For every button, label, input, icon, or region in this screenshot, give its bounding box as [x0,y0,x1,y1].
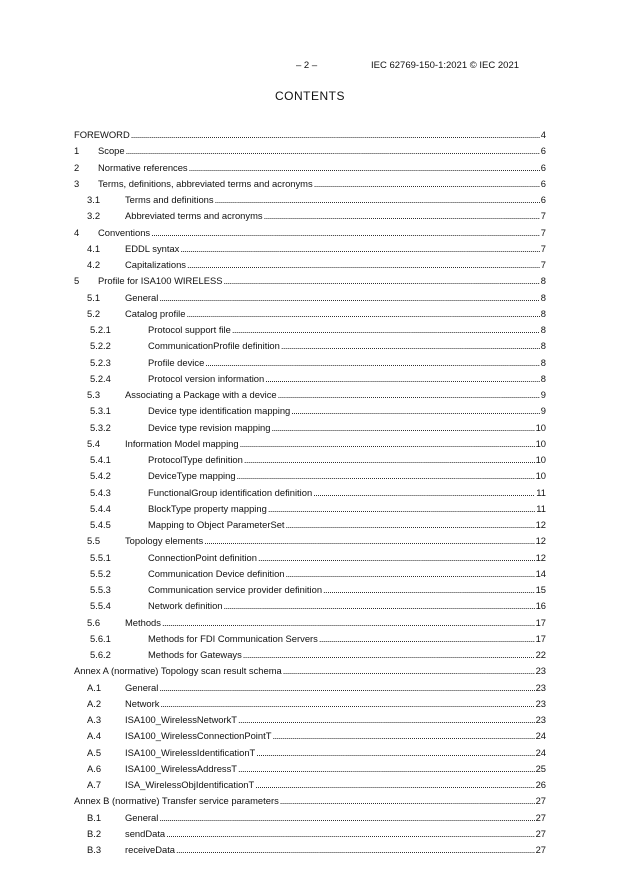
toc-entry[interactable] [74,680,546,696]
toc-entry-label: DeviceType mapping [148,470,236,482]
toc-entry-label: Information Model mapping [125,437,239,449]
toc-entry-label: ProtocolType definition [148,454,243,465]
toc-entry-label: sendData [125,827,166,839]
toc-dot-leader [131,127,540,143]
toc-dot-leader [187,257,540,273]
toc-entry-page: 24 [535,730,546,742]
page-header [0,60,620,74]
toc-dot-leader [268,501,535,517]
toc-entry[interactable] [74,745,546,761]
toc-entry-label: Catalog profile [125,307,186,319]
toc-entry-page: 6 [540,177,546,189]
toc-entry-number: B.2 [87,827,102,839]
toc-entry-label: General [125,811,159,823]
toc-entry[interactable] [74,566,546,582]
toc-entry[interactable] [74,355,546,371]
toc-dot-leader [280,793,535,809]
toc-dot-leader [176,842,535,858]
toc-entry-label: BlockType property mapping [148,502,267,514]
toc-dot-leader [286,517,535,533]
toc-dot-leader [162,615,535,631]
toc-dot-leader [232,322,540,338]
toc-dot-leader [126,143,540,159]
toc-entry-number: B.3 [87,844,102,855]
toc-entry-label: Scope [98,145,125,157]
toc-entry-number: 5.6.1 [90,632,111,644]
toc-entry-page: 7 [540,259,546,270]
toc-entry-page: 8 [540,372,546,384]
toc-entry-number: 5.3.1 [90,405,111,417]
toc-entry-number: 2 [74,161,80,173]
toc-entry[interactable] [74,501,546,517]
toc-entry[interactable] [74,826,546,842]
toc-entry-number: 4.2 [87,259,101,270]
toc-entry-number: 5.5.4 [90,600,111,612]
toc-dot-leader [264,208,540,224]
toc-dot-leader [286,566,535,582]
toc-entry-page: 14 [535,567,546,579]
toc-entry-label: Abbreviated terms and acronyms [125,210,263,222]
toc-entry-number: 5.4.5 [90,519,111,530]
toc-entry-page: 23 [535,681,546,693]
toc-dot-leader [237,468,535,484]
toc-entry-label: ISA100_WirelessIdentificationT [125,746,256,758]
toc-entry-page: 9 [540,389,546,400]
toc-entry[interactable] [74,127,546,143]
toc-entry[interactable] [74,257,546,273]
toc-entry-number: 5.2 [87,307,101,319]
toc-entry[interactable] [74,192,546,208]
toc-entry[interactable] [74,777,546,793]
toc-dot-leader [244,452,535,468]
toc-entry-page: 27 [535,811,546,823]
toc-dot-leader [278,387,540,403]
toc-entry-number: 5.3.2 [90,421,111,433]
toc-dot-leader [291,403,540,419]
toc-entry[interactable] [74,371,546,387]
toc-entry-label: EDDL syntax [125,242,180,254]
toc-dot-leader [205,355,540,371]
toc-entry-page: 8 [540,307,546,319]
toc-dot-leader [159,810,534,826]
toc-entry-page: 10 [535,421,546,433]
toc-entry-number: 4 [74,226,80,238]
toc-entry-number: A.7 [87,779,102,790]
toc-entry[interactable] [74,582,546,598]
toc-entry-page: 15 [535,584,546,595]
toc-entry-number: 5.4.2 [90,470,111,482]
toc-dot-leader [160,696,534,712]
toc-entry-label: General [125,291,159,303]
toc-entry-number: A.4 [87,730,102,742]
toc-entry-page: 12 [535,551,546,563]
toc-dot-leader [313,485,535,501]
toc-entry-number: 5.4.4 [90,502,111,514]
toc-entry[interactable] [74,290,546,306]
toc-entry-label: General [125,681,159,693]
toc-entry-label: Protocol support file [148,324,231,335]
toc-entry-number: A.3 [87,714,102,725]
toc-dot-leader [281,338,540,354]
toc-entry-label: ConnectionPoint definition [148,551,257,563]
toc-entry-label: receiveData [125,844,176,855]
toc-entry[interactable] [74,306,546,322]
toc-dot-leader [151,225,540,241]
toc-entry-page: 23 [535,697,546,709]
toc-entry-page: 25 [535,762,546,774]
toc-entry-label: Topology elements [125,535,204,547]
toc-dot-leader [204,533,534,549]
toc-entry-number: 5.4 [87,437,101,449]
toc-entry[interactable] [74,387,546,403]
toc-entry[interactable] [74,420,546,436]
toc-entry-label: Annex A (normative) Topology scan result schema [74,665,282,677]
toc-entry-page: 6 [540,194,546,205]
toc-entry-number: 5.5.1 [90,551,111,563]
toc-entry-number: 5.6 [87,616,101,628]
toc-dot-leader [180,241,539,257]
toc-entry-number: 1 [74,145,80,157]
toc-dot-leader [314,176,540,192]
toc-entry-number: A.2 [87,697,102,709]
toc-entry-page: 27 [535,827,546,839]
toc-entry-label: ISA100_WirelessConnectionPointT [125,730,272,742]
toc-entry-label: Methods for Gateways [148,649,242,660]
toc-entry-page: 11 [536,502,546,514]
toc-entry[interactable] [74,143,546,159]
toc-entry-page: 8 [540,291,546,303]
toc-entry-number: 5 [74,275,80,287]
toc-entry-page: 16 [535,600,546,612]
toc-entry[interactable] [74,436,546,452]
toc-entry-number: 5.2.1 [90,324,111,335]
toc-dot-leader [243,647,535,663]
toc-entry-label: Normative references [98,161,188,173]
toc-entry-number: A.1 [87,681,102,693]
toc-entry[interactable] [74,452,546,468]
toc-entry[interactable] [74,517,546,533]
toc-entry[interactable] [74,712,546,728]
header-standard-reference: IEC 62769-150-1:2021 © IEC 2021 [371,60,520,71]
toc-dot-leader [238,712,535,728]
toc-dot-leader [238,761,535,777]
toc-entry-page: 22 [535,649,546,660]
toc-entry-page: 10 [535,437,546,449]
toc-entry[interactable] [74,728,546,744]
toc-entry-label: Protocol version information [148,372,265,384]
toc-entry-page: 17 [535,616,546,628]
toc-dot-leader [159,290,539,306]
toc-entry-page: 23 [535,714,546,725]
toc-entry-number: 5.4.3 [90,486,111,498]
toc-entry[interactable] [74,403,546,419]
toc-entry-number: 4.1 [87,242,101,254]
toc-entry[interactable] [74,176,546,192]
toc-dot-leader [323,582,535,598]
toc-dot-leader [283,663,535,679]
toc-entry-label: Network [125,697,160,709]
toc-dot-leader [189,160,540,176]
toc-entry-number: 3.2 [87,210,101,222]
toc-entry[interactable] [74,793,546,809]
toc-entry[interactable] [74,273,546,289]
toc-entry-page: 17 [535,632,546,644]
toc-entry-page: 8 [540,275,546,287]
header-page-number: – 2 – [296,60,318,71]
toc-entry-page: 24 [535,746,546,758]
toc-entry-number: 3.1 [87,194,101,205]
toc-entry[interactable] [74,761,546,777]
toc-entry-page: 11 [536,486,546,498]
toc-entry-page: 7 [540,226,546,238]
toc-entry-number: 5.3 [87,389,101,400]
toc-entry-number: 5.2.2 [90,340,111,352]
toc-entry-page: 9 [540,405,546,417]
toc-entry-page: 10 [535,470,546,482]
toc-entry-label: Methods for FDI Communication Servers [148,632,318,644]
toc-entry-page: 27 [535,795,546,807]
toc-entry-label: Annex B (normative) Transfer service parameters [74,795,279,807]
toc-entry-number: 3 [74,177,80,189]
toc-entry-number: 5.1 [87,291,101,303]
toc-entry-number: 5.4.1 [90,454,111,465]
toc-entry-number: 5.2.3 [90,356,111,368]
toc-entry[interactable] [74,663,546,679]
toc-entry-label: Methods [125,616,161,628]
toc-entry-number: 5.5.2 [90,567,111,579]
toc-entry[interactable] [74,160,546,176]
toc-entry[interactable] [74,241,546,257]
toc-entry-number: 5.5.3 [90,584,111,595]
toc-dot-leader [319,631,535,647]
toc-entry[interactable] [74,468,546,484]
toc-dot-leader [224,273,540,289]
toc-entry-page: 23 [535,665,546,677]
toc-entry-label: Profile device [148,356,205,368]
toc-entry-page: 7 [540,210,546,222]
toc-entry-label: CommunicationProfile definition [148,340,280,352]
toc-entry-label: ISA100_WirelessNetworkT [125,714,238,725]
toc-entry[interactable] [74,810,546,826]
toc-entry[interactable] [74,225,546,241]
toc-entry-label: ISA_WirelessObjIdentificationT [125,779,255,790]
toc-entry-number: 5.6.2 [90,649,111,660]
toc-entry-label: Terms, definitions, abbreviated terms and acronyms [98,177,313,189]
toc-dot-leader [272,728,534,744]
toc-entry[interactable] [74,631,546,647]
toc-dot-leader [159,680,534,696]
toc-dot-leader [255,777,534,793]
toc-entry[interactable] [74,485,546,501]
toc-entry-label: Communication service provider definition [148,584,323,595]
toc-entry-label: Device type identification mapping [148,405,291,417]
toc-entry-page: 27 [535,844,546,855]
toc-entry-page: 12 [535,519,546,530]
toc-entry[interactable] [74,696,546,712]
toc-entry-label: ISA100_WirelessAddressT [125,762,238,774]
toc-entry-number: A.5 [87,746,102,758]
toc-entry-label: FOREWORD [74,129,130,140]
toc-entry-label: FunctionalGroup identification definition [148,486,313,498]
toc-entry[interactable] [74,647,546,663]
table-of-contents [74,127,546,858]
toc-dot-leader [240,436,535,452]
toc-entry-label: Terms and definitions [125,194,214,205]
toc-entry-page: 8 [540,356,546,368]
toc-entry-label: Conventions [98,226,151,238]
toc-dot-leader [271,420,534,436]
page-title: CONTENTS [275,89,345,103]
toc-entry[interactable] [74,533,546,549]
toc-entry[interactable] [74,322,546,338]
toc-entry-page: 8 [540,340,546,352]
toc-entry-label: Associating a Package with a device [125,389,277,400]
toc-entry-label: Capitalizations [125,259,186,270]
toc-entry-page: 8 [540,324,546,335]
toc-entry[interactable] [74,208,546,224]
toc-entry-number: A.6 [87,762,102,774]
toc-entry-page: 7 [540,242,546,254]
toc-entry-page: 4 [540,129,546,140]
toc-entry[interactable] [74,338,546,354]
toc-dot-leader [265,371,540,387]
toc-entry-number: 5.5 [87,535,101,547]
toc-entry[interactable] [74,550,546,566]
toc-entry-label: Network definition [148,600,223,612]
toc-entry-page: 6 [540,145,546,157]
toc-entry-page: 10 [535,454,546,465]
toc-entry-page: 12 [535,535,546,547]
toc-entry-number: 5.2.4 [90,372,111,384]
toc-dot-leader [186,306,539,322]
toc-dot-leader [166,826,534,842]
toc-entry-label: Profile for ISA100 WIRELESS [98,275,223,287]
toc-dot-leader [224,598,535,614]
toc-entry-label: Mapping to Object ParameterSet [148,519,285,530]
toc-entry-page: 6 [540,161,546,173]
toc-dot-leader [256,745,534,761]
toc-entry[interactable] [74,842,546,858]
toc-dot-leader [258,550,535,566]
toc-entry-page: 26 [535,779,546,790]
toc-dot-leader [215,192,540,208]
toc-entry-number: B.1 [87,811,102,823]
toc-entry[interactable] [74,598,546,614]
toc-entry[interactable] [74,615,546,631]
toc-entry-label: Communication Device definition [148,567,285,579]
toc-entry-label: Device type revision mapping [148,421,271,433]
